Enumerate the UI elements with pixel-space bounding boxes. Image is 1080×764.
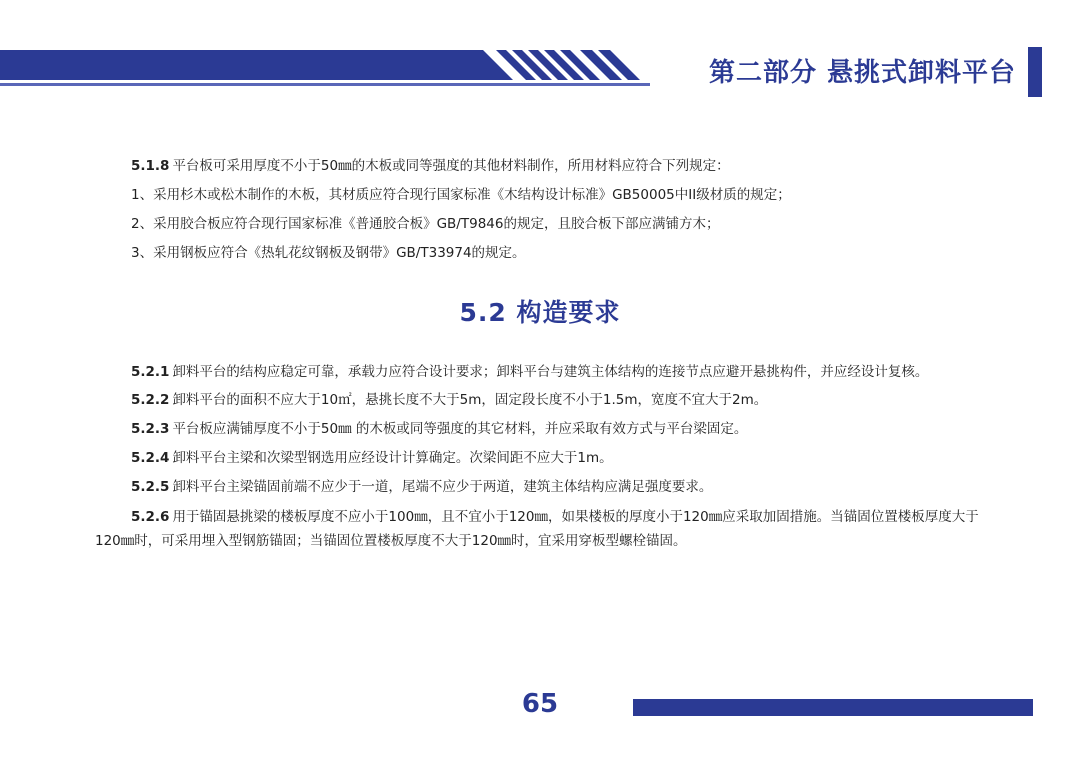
section-5-2-body (95, 360, 1003, 558)
clause-5-2-2 (95, 389, 1003, 411)
footer-accent-bar (633, 699, 1033, 716)
clause-number: 5.2.3 (131, 421, 170, 437)
clause-text: 平台板可采用厚度不小于50㎜的木板或同等强度的其他材料制作，所用材料应符合下列规定： (172, 158, 730, 174)
clause-number: 5.2.2 (131, 392, 170, 408)
header-title: 第二部分 悬挑式卸料平台 (708, 58, 1016, 88)
clause-text: 卸料平台的结构应稳定可靠，承载力应符合设计要求；卸料平台与建筑主体结构的连接节点应避开悬挑构件，并应经设计复核。 (172, 364, 929, 380)
clause-text: 卸料平台主梁锚固前端不应少于一道，尾端不应少于两道，建筑主体结构应满足强度要求。 (172, 479, 713, 495)
page-number: 65 (521, 689, 559, 719)
clause-number: 5.2.6 (131, 509, 170, 525)
clause-number: 5.2.4 (131, 450, 170, 466)
list-item: 3、采用钢板应符合《热轧花纹钢板及钢带》GB/T33974的规定。 (131, 245, 526, 261)
clause-number: 5.2.5 (131, 479, 170, 495)
clause-5-2-6 (95, 505, 1003, 553)
clause-5-2-5 (95, 476, 1003, 498)
clause-number: 5.2.1 (131, 364, 170, 380)
clause-5-2-4 (95, 447, 1003, 469)
clause-5-2-3 (95, 418, 1003, 440)
section-title: 5.2 构造要求 (459, 298, 621, 327)
clause-text: 卸料平台的面积不应大于10㎡，悬挑长度不大于5m，固定段长度不小于1.5m，宽度不宜大于2m。 (172, 392, 768, 408)
clause-5-2-1 (95, 360, 1003, 384)
header-accent-bar (1028, 47, 1042, 97)
paragraph-5-1-8 (95, 155, 1010, 177)
list-item: 1、采用杉木或松木制作的木板，其材质应符合现行国家标准《木结构设计标准》GB50005中II级材质的规定； (131, 187, 791, 203)
clause-text: 平台板应满铺厚度不小于50㎜ 的木板或同等强度的其它材料，并应采取有效方式与平台梁固定。 (172, 421, 748, 437)
list-item: 2、采用胶合板应符合现行国家标准《普通胶合板》GB/T9846的规定，且胶合板下部应满铺方木； (131, 216, 720, 232)
clause-text: 用于锚固悬挑梁的楼板厚度不应小于100㎜，且不宜小于120㎜，如果楼板的厚度小于120㎜应采取加固措施。当锚固位置楼板厚度大于120㎜时，可采用埋入型钢筋锚固；当锚固位置楼板厚度不大于120㎜时，宜采用穿板型螺栓锚固。 (95, 509, 979, 549)
clause-text: 卸料平台主梁和次梁型钢选用应经设计计算确定。次梁间距不应大于1m。 (172, 450, 613, 466)
header-decorative-band (0, 50, 650, 96)
section-5-1-8 (95, 155, 1010, 271)
clause-number: 5.1.8 (131, 158, 170, 174)
